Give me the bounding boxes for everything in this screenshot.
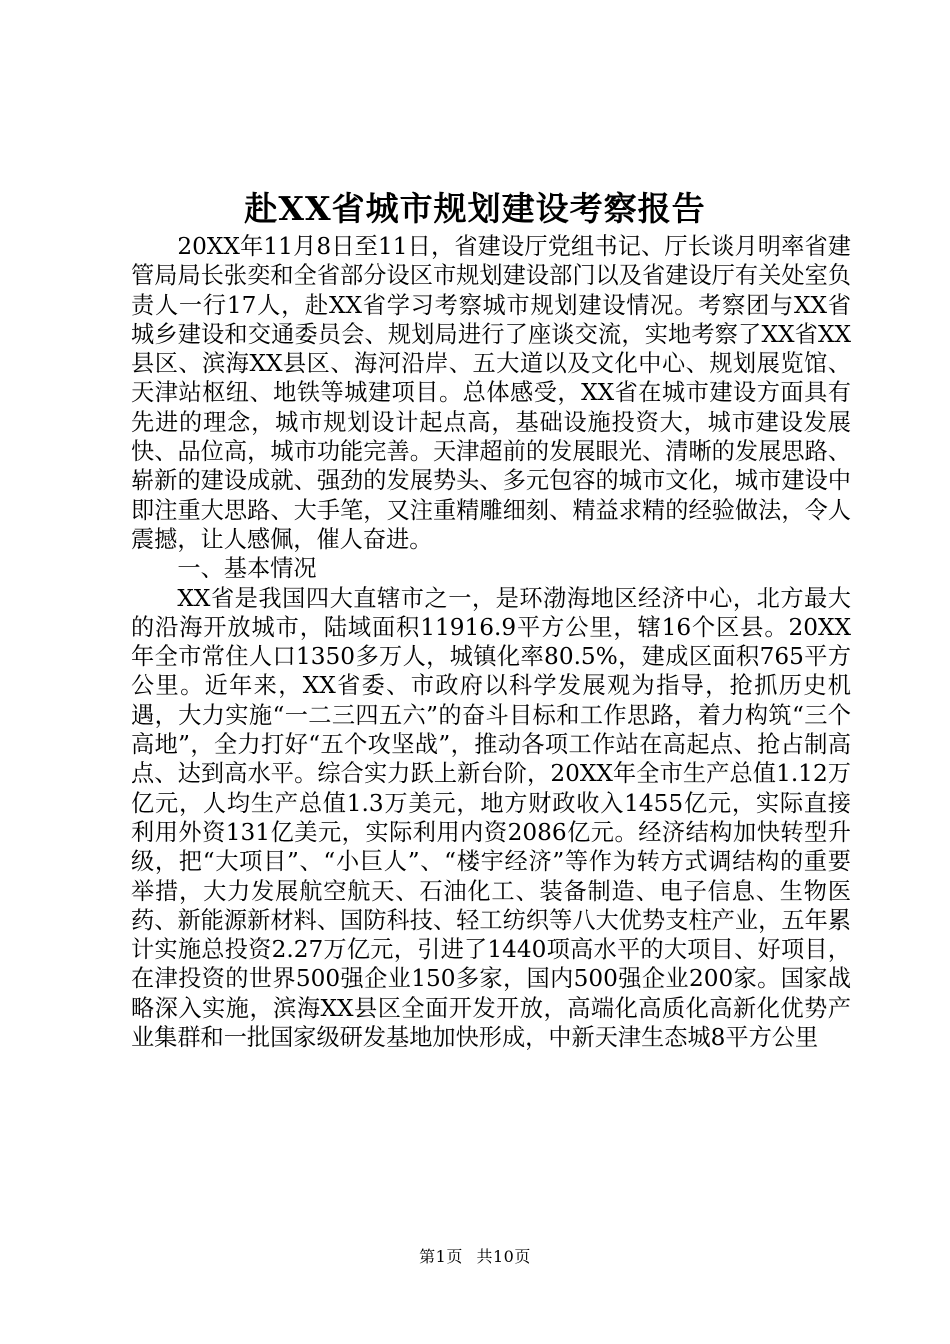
page-number: 第1页 bbox=[419, 1247, 463, 1266]
section-heading-basic-situation: 一、基本情况 bbox=[177, 555, 317, 583]
document-title: 赴XX省城市规划建设考察报告 bbox=[244, 189, 706, 228]
paragraph-basic-situation: XX省是我国四大直辖市之一，是环渤海地区经济中心，北方最大的沿海开放城市，陆域面积11916.9平方公里，辖16个区县。20XX年全市常住人口1350多万人，城镇化率80.5%，建成区面积765平方公里。近年来，XX省委、市政府以科学发展观为指导，抢抓历史机遇，大力实施“一二三四五六”的奋斗目标和工作思路，着力构筑“三个高地”，全力打好“五个攻坚战”，推动各项工作站在高起点、抢占制高点、达到高水平。综合实力跃上新台阶，20XX年全市生产总值1.12万亿元，人均生产总值1.3万美元，地方财政收入1455亿元，实际直接利用外资131亿美元，实际利用内资2086亿元。经济结构加快转型升级，把“大项目”、“小巨人”、“楼宇经济”等作为转方式调结构的重要举措，大力发展航空航天、石油化工、装备制造、电子信息、生物医药、新能源新材料、国防科技、轻工纺织等八大优势支柱产业，五年累计实施总投资2.27万亿元，引进了1440项高水平的大项目、好项目，在津投资的世界500强企业150多家，国内500强企业200家。国家战略深入实施，滨海XX县区全面开发开放，高端化高质化高新化优势产业集群和一批国家级研发基地加快形成，中新天津生态城8平方公里 bbox=[131, 584, 851, 1052]
paragraph-intro: 20XX年11月8日至11日，省建设厅党组书记、厅长谈月明率省建管局局长张奕和全省部分设区市规划建设部门以及省建设厅有关处室负责人一行17人，赴XX省学习考察城市规划建设情况。考察团与XX省城乡建设和交通委员会、规划局进行了座谈交流，实地考察了XX省XX县区、滨海XX县区、海河沿岸、五大道以及文化中心、规划展览馆、天津站枢纽、地铁等城建项目。总体感受，XX省在城市建设方面具有先进的理念，城市规划设计起点高，基础设施投资大，城市建设发展快、品位高，城市功能完善。天津超前的发展眼光、清晰的发展思路、崭新的建设成就、强劲的发展势头、多元包容的城市文化，城市建设中即注重大思路、大手笔，又注重精雕细刻、精益求精的经验做法，令人震撼，让人感佩，催人奋进。 bbox=[131, 233, 851, 553]
page-footer bbox=[0, 1244, 950, 1267]
document-body bbox=[131, 232, 851, 1052]
page-total: 共10页 bbox=[476, 1247, 531, 1266]
